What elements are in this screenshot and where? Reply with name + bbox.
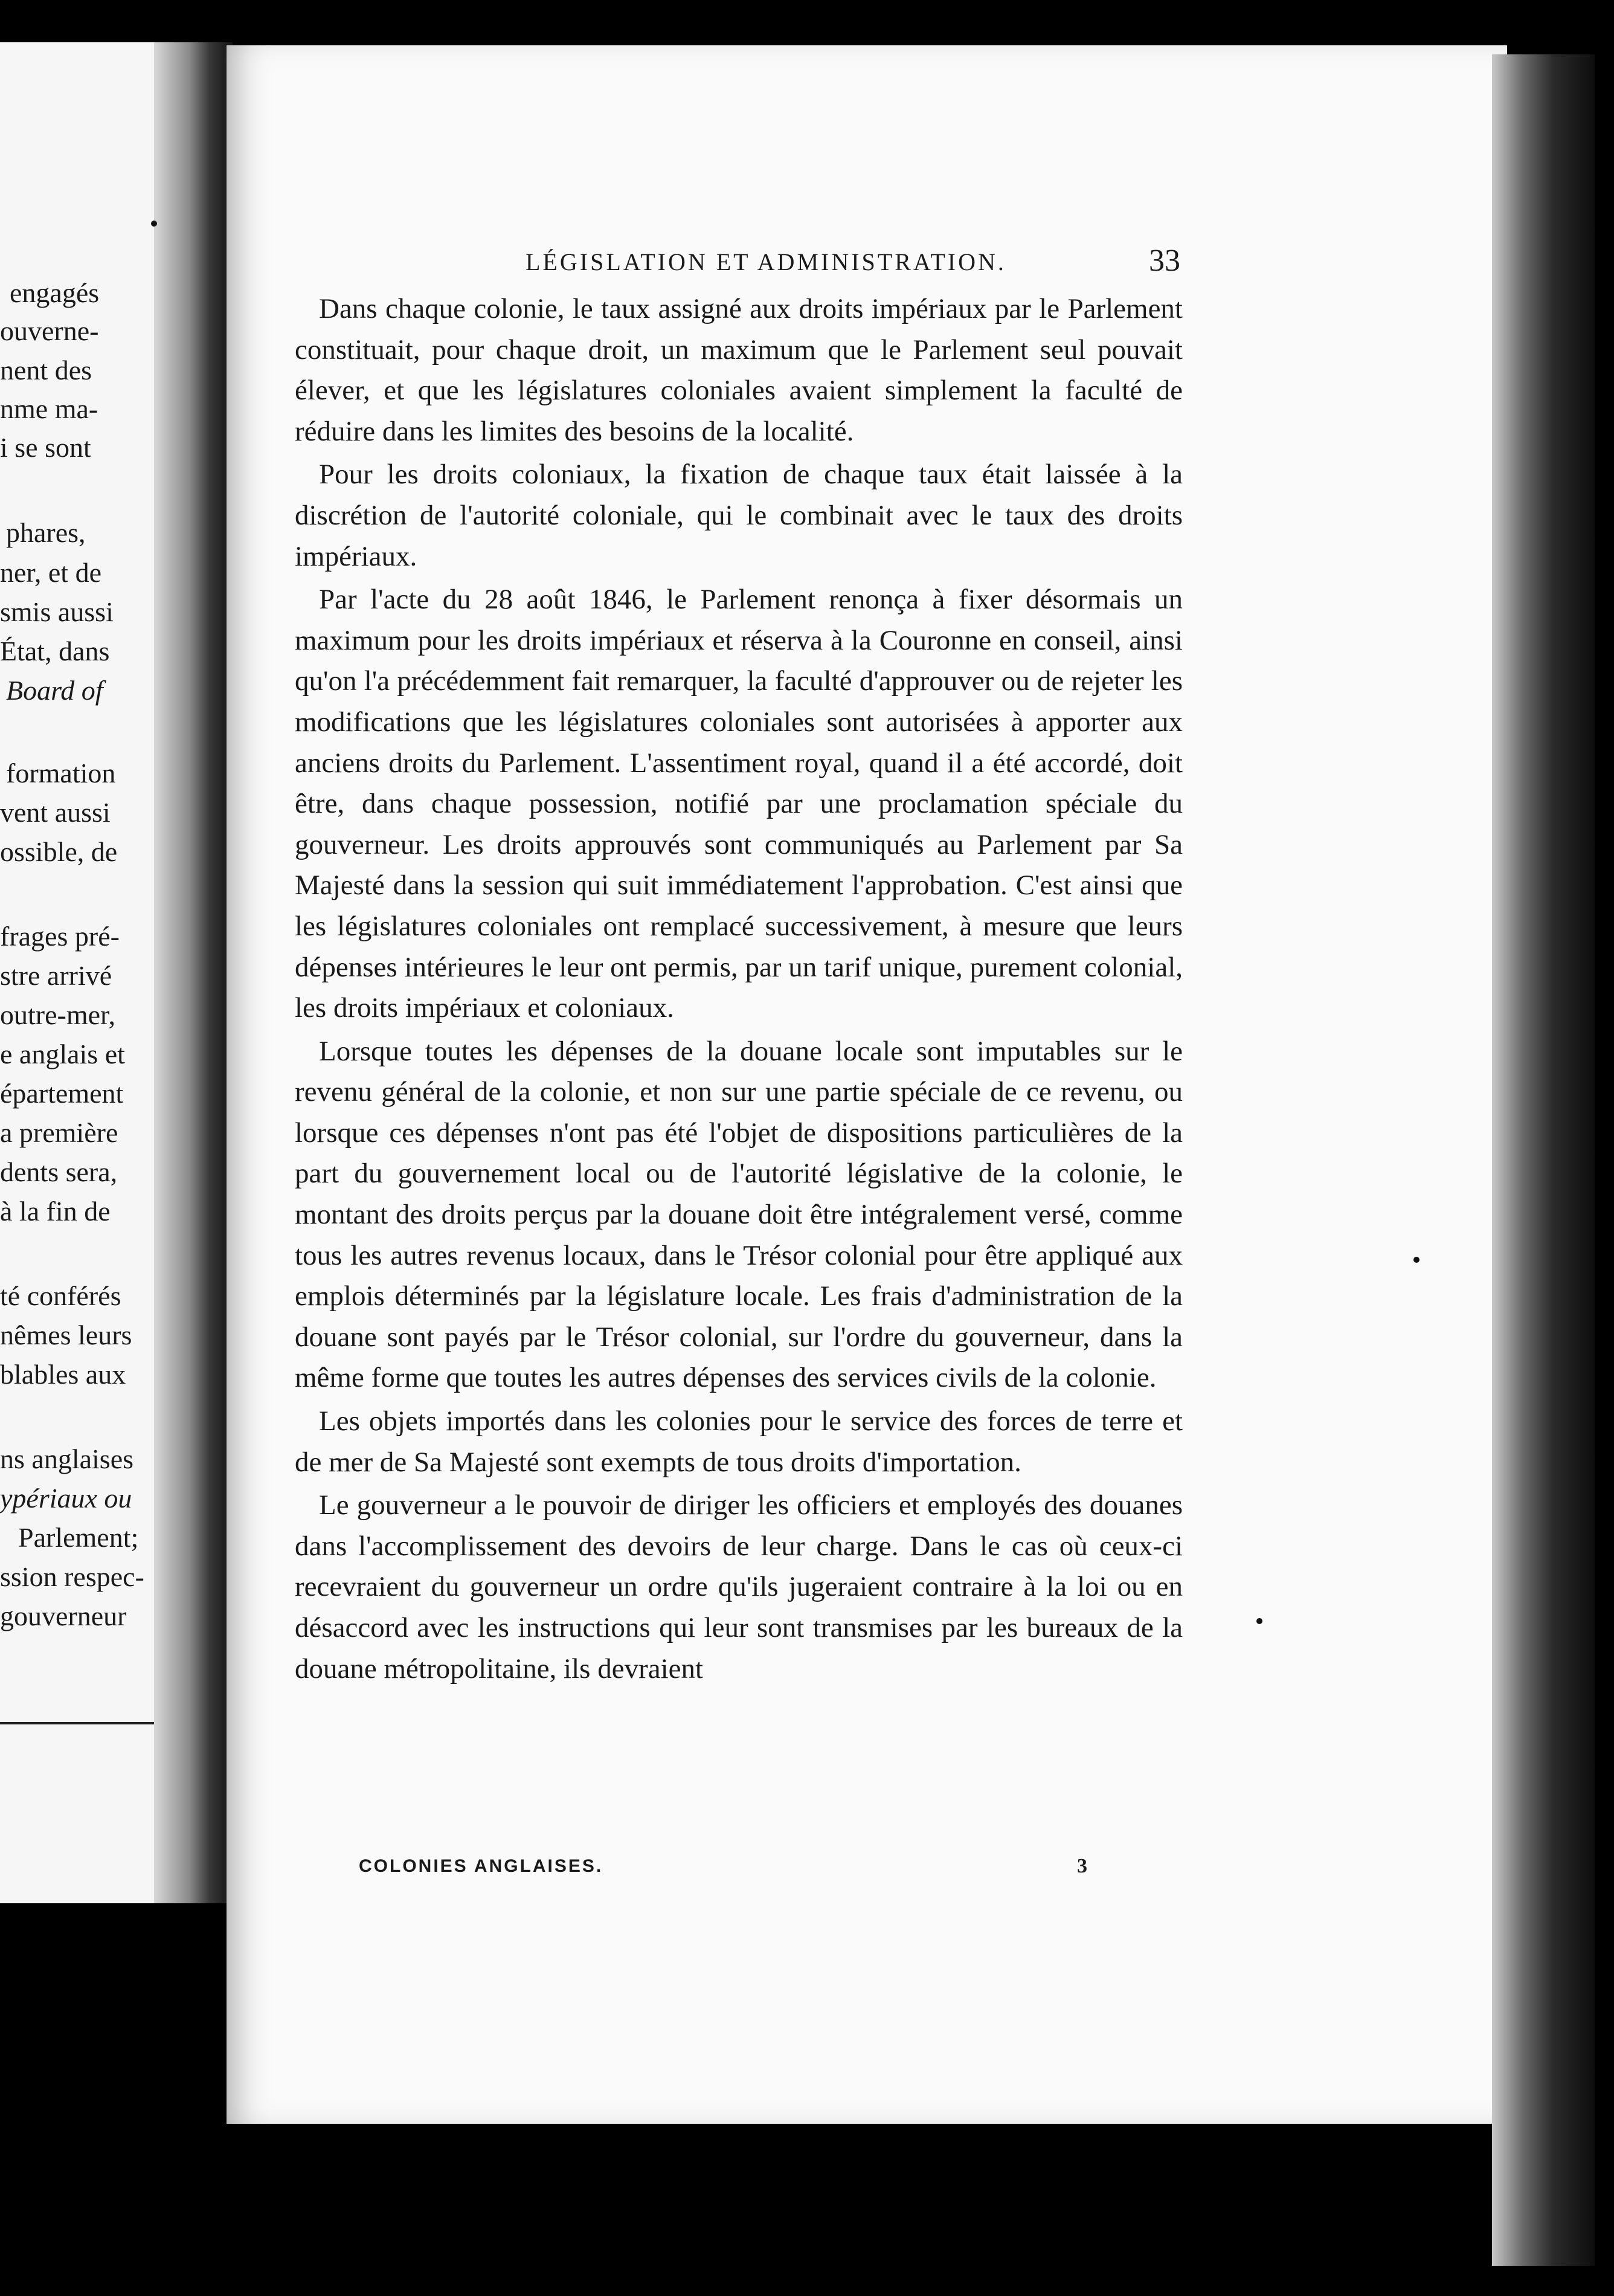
left-facing-page <box>0 42 175 1903</box>
sheet-number: 3 <box>1077 1855 1087 1877</box>
paragraph: Par l'acte du 28 août 1846, le Parlement renonça à fixer désormais un maximum pour les droits impériaux et réserva à la Couronne en conseil, ainsi qu'on l'a précédemment fait remarquer, la faculté d'approuver ou de rejeter les modifications que les législatures coloniales sont autorisées à apporter aux anciens droits du Parlement. L'assentiment royal, quand il a été accordé, doit être, dans chaque possession, notifié par une proclamation spéciale du gouverneur. Les droits approuvés sont communiqués au Parlement par Sa Majesté dans la session qui suit immédiatement l'approbation. C'est ainsi que les législatures coloniales ont remplacé successivement, à mesure que leurs dépenses intérieures le leur ont permis, par un tarif unique, purement colonial, les droits impériaux et coloniaux. <box>295 584 1183 1024</box>
paragraph: Lorsque toutes les dépenses de la douane locale sont imputables sur le revenu général de la colonie, et non sur une partie spéciale de ce revenu, ou lorsque ces dépenses n'ont pas été l'objet de dispositions particulières de la part du gouvernement local ou de l'autorité législative de la colonie, le montant des droits perçus par la douane doit être intégralement versé, comme tous les autres revenus locaux, dans le Trésor colonial pour être appliqué aux emplois déterminés par la législature locale. Les frais d'administration de la douane sont payés par le Trésor colonial, sur l'ordre du gouverneur, dans la même forme que toutes les autres dépenses des services civils de la colonie. <box>295 1035 1183 1394</box>
left-line: ner, et de <box>0 557 102 588</box>
page-number: 33 <box>1149 243 1180 278</box>
left-line: formation <box>6 758 116 788</box>
left-line: phares, <box>6 517 86 548</box>
left-line: nêmes leurs <box>0 1320 132 1350</box>
left-line: ssion respec- <box>0 1561 144 1592</box>
paragraph: Le gouverneur a le pouvoir de diriger les officiers et employés des douanes dans l'accomplissement des devoirs de leur charge. Dans le cas où ceux-ci recevraient du gouverneur un ordre qu'ils jugeraient contraire à la loi ou en désaccord avec les instructions qui leur sont transmises par les bureaux de la douane métropolitaine, ils devraient <box>295 1489 1183 1685</box>
left-line: vent aussi <box>0 797 111 828</box>
left-line: ns anglaises <box>0 1443 134 1474</box>
book-gutter-shadow <box>154 42 233 1903</box>
signature-mark: COLONIES ANGLAISES. <box>359 1856 603 1876</box>
left-line: té conférés <box>0 1280 121 1311</box>
scan-speck <box>1256 1618 1262 1624</box>
footnote-rule <box>0 1722 158 1724</box>
left-line: engagés <box>10 277 100 308</box>
left-line: ossible, de <box>0 836 118 867</box>
scan-speck <box>151 221 157 227</box>
left-line: nent des <box>0 355 92 385</box>
left-line: ouverne- <box>0 315 99 346</box>
left-line: a première <box>0 1117 118 1148</box>
left-line: ypériaux ou <box>0 1483 132 1514</box>
left-line: Board of <box>6 675 103 706</box>
left-line: dents sera, <box>0 1156 118 1187</box>
left-line: nme ma- <box>0 393 98 424</box>
left-line: smis aussi <box>0 596 114 627</box>
running-head: LÉGISLATION ET ADMINISTRATION. <box>526 248 1006 276</box>
left-line: i se sont <box>0 432 91 463</box>
paragraph: Dans chaque colonie, le taux assigné aux droits impériaux par le Parlement constituait, pour chaque droit, un maximum que le Parlement seul pouvait élever, et que les législatures coloniales avaient simplement la faculté de réduire dans les limites des besoins de la localité. <box>295 293 1183 447</box>
page-edge-shadow <box>1492 54 1595 2266</box>
left-line: outre-mer, <box>0 999 116 1030</box>
left-line: blables aux <box>0 1359 126 1390</box>
left-line: stre arrivé <box>0 960 112 991</box>
scan-speck <box>1413 1257 1419 1263</box>
left-line: frages pré- <box>0 921 120 952</box>
left-line: État, dans <box>0 636 110 666</box>
body-text <box>295 289 1183 1692</box>
left-line: épartement <box>0 1078 124 1109</box>
paragraph: Les objets importés dans les colonies pour le service des forces de terre et de mer de Sa Majesté sont exempts de tous droits d'importation. <box>295 1405 1183 1478</box>
paragraph: Pour les droits coloniaux, la fixation de chaque taux était laissée à la discrétion de l'autorité coloniale, qui le combinait avec le taux des droits impériaux. <box>295 459 1183 572</box>
left-line: gouverneur <box>0 1601 127 1631</box>
left-line: à la fin de <box>0 1196 111 1227</box>
left-line: Parlement; <box>18 1522 139 1553</box>
left-line: e anglais et <box>0 1039 125 1069</box>
